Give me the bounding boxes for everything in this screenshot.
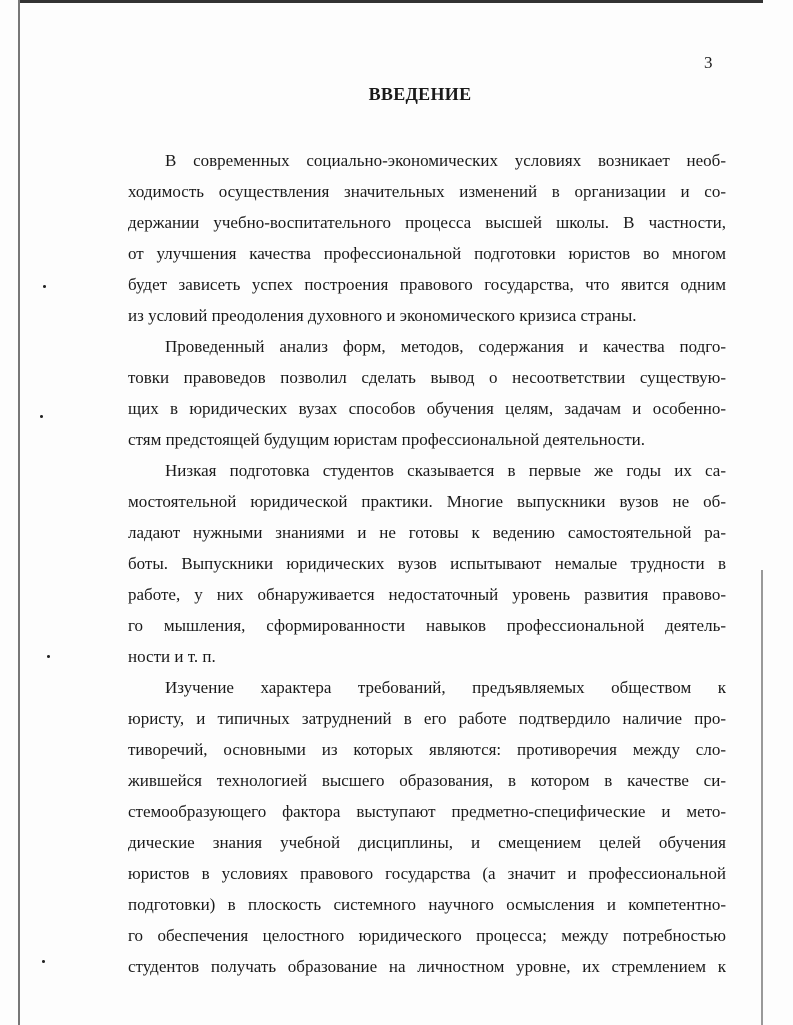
scan-edge-top (20, 0, 763, 7)
text-line: жившейся технологией высшего образования, в котором в качестве си- (128, 771, 726, 790)
document-body (128, 145, 726, 982)
scan-speck (40, 415, 43, 418)
text-line: работе, у них обнаруживается недостаточный уровень развития правово- (128, 585, 726, 604)
text-line: щих в юридических вузах способов обучения целям, задачам и особенно- (128, 399, 726, 418)
scan-speck (47, 655, 50, 658)
paragraph (128, 145, 726, 331)
text-line: будет зависеть успех построения правового государства, что явится одним (128, 275, 726, 294)
text-line: мостоятельной юридической практики. Многие выпускники вузов не об- (128, 492, 726, 511)
page-title: ВВЕДЕНИЕ (368, 84, 472, 104)
scan-edge-left (18, 0, 20, 1025)
text-line: боты. Выпускники юридических вузов испытывают немалые трудности в (128, 554, 726, 573)
text-line: ходимость осуществления значительных изменений в организации и со- (128, 182, 726, 201)
text-line: товки правоведов позволил сделать вывод о несоответствии существую- (128, 368, 726, 387)
text-line: ности и т. п. (128, 647, 216, 666)
text-line: стям предстоящей будущим юристам профессиональной деятельности. (128, 430, 645, 449)
scan-speck (43, 285, 46, 288)
text-line: Низкая подготовка студентов сказывается в первые же годы их са- (165, 461, 726, 480)
text-line: от улучшения качества профессиональной подготовки юристов во многом (128, 244, 726, 263)
text-line: студентов получать образование на личностном уровне, их стремлением к (128, 957, 726, 976)
text-line: стемообразующего фактора выступают предметно-специфические и мето- (128, 802, 726, 821)
scan-speck (42, 960, 45, 963)
text-line: Проведенный анализ форм, методов, содержания и качества подго- (165, 337, 726, 356)
text-line: держании учебно-воспитательного процесса высшей школы. В частности, (128, 213, 726, 232)
scan-edge-right (761, 570, 763, 1025)
text-line: го обеспечения целостного юридического процесса; между потребностью (128, 926, 726, 945)
paragraph (128, 455, 726, 672)
text-line: ладают нужными знаниями и не готовы к ведению самостоятельной ра- (128, 523, 726, 542)
text-line: го мышления, сформированности навыков профессиональной деятель- (128, 616, 726, 635)
text-line: из условий преодоления духовного и экономического кризиса страны. (128, 306, 637, 325)
text-line: Изучение характера требований, предъявляемых обществом к (165, 678, 726, 697)
text-line: тиворечий, основными из которых являются: противоречия между сло- (128, 740, 726, 759)
paragraph (128, 331, 726, 455)
text-line: подготовки) в плоскость системного научного осмысления и компетентно- (128, 895, 726, 914)
text-line: дические знания учебной дисциплины, и смещением целей обучения (128, 833, 726, 852)
paragraph (128, 672, 726, 982)
text-line: В современных социально-экономических условиях возникает необ- (165, 151, 726, 170)
text-line: юристу, и типичных затруднений в его работе подтвердило наличие про- (128, 709, 726, 728)
text-line: юристов в условиях правового государства (а значит и профессиональной (128, 864, 726, 883)
page-number: 3 (704, 53, 713, 72)
